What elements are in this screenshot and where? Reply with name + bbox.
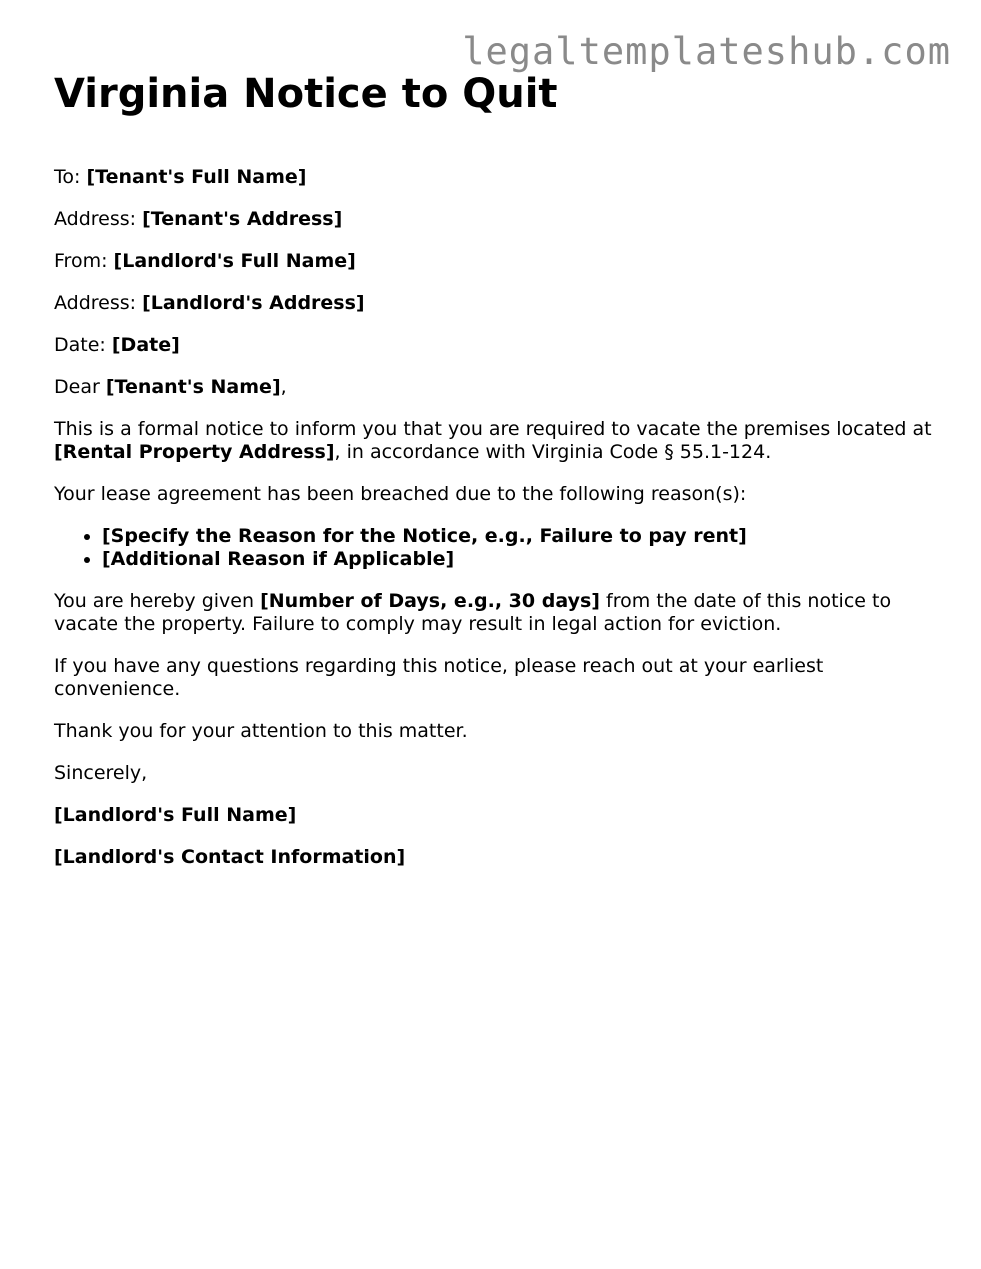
days-text-after: from the date of this notice to vacate the property. Failure to comply may result in legal action for eviction. bbox=[54, 590, 892, 635]
watermark: legaltemplateshub.com bbox=[462, 30, 951, 73]
to-line bbox=[54, 166, 934, 189]
from-line bbox=[54, 250, 934, 273]
thanks-paragraph: Thank you for your attention to this matter. bbox=[54, 720, 468, 742]
signature-contact-value: [Landlord's Contact Information] bbox=[54, 846, 406, 868]
reasons-intro: Your lease agreement has been breached due to the following reason(s): bbox=[54, 483, 747, 505]
landlord-address-value: [Landlord's Address] bbox=[142, 292, 365, 314]
document-body bbox=[54, 68, 934, 888]
list-item: • [Specify the Reason for the Notice, e.g., Failure to pay rent] bbox=[102, 525, 934, 548]
to-value: [Tenant's Full Name] bbox=[86, 166, 307, 188]
signature-contact bbox=[54, 846, 934, 869]
date-line bbox=[54, 334, 934, 357]
date-label: Date: bbox=[54, 334, 106, 356]
salutation bbox=[54, 376, 934, 399]
from-value: [Landlord's Full Name] bbox=[113, 250, 356, 272]
reasons-list bbox=[54, 525, 934, 571]
signature-name bbox=[54, 804, 934, 827]
closing: Sincerely, bbox=[54, 762, 148, 784]
tenant-address-line bbox=[54, 208, 934, 231]
salutation-name: [Tenant's Name] bbox=[105, 376, 281, 398]
tenant-address-label: Address: bbox=[54, 208, 137, 230]
landlord-address-label: Address: bbox=[54, 292, 137, 314]
signature-name-value: [Landlord's Full Name] bbox=[54, 804, 297, 826]
to-label: To: bbox=[54, 166, 81, 188]
number-of-days: [Number of Days, e.g., 30 days] bbox=[260, 590, 600, 612]
notice-text-before: This is a formal notice to inform you that you are required to vacate the premises located at bbox=[54, 418, 932, 440]
notice-paragraph bbox=[54, 418, 934, 464]
page-title: Virginia Notice to Quit bbox=[54, 71, 558, 117]
salutation-prefix: Dear bbox=[54, 376, 100, 398]
tenant-address-value: [Tenant's Address] bbox=[142, 208, 343, 230]
date-value: [Date] bbox=[111, 334, 180, 356]
days-text-before: You are hereby given bbox=[54, 590, 261, 612]
notice-text-after: , in accordance with Virginia Code § 55.1-124. bbox=[334, 441, 772, 463]
from-label: From: bbox=[54, 250, 108, 272]
landlord-address-line bbox=[54, 292, 934, 315]
days-paragraph bbox=[54, 590, 934, 636]
list-item: • [Additional Reason if Applicable] bbox=[102, 548, 934, 571]
rental-property-address: [Rental Property Address] bbox=[54, 441, 335, 463]
salutation-suffix: , bbox=[280, 376, 287, 398]
questions-paragraph: If you have any questions regarding this notice, please reach out at your earliest convenience. bbox=[54, 655, 824, 700]
